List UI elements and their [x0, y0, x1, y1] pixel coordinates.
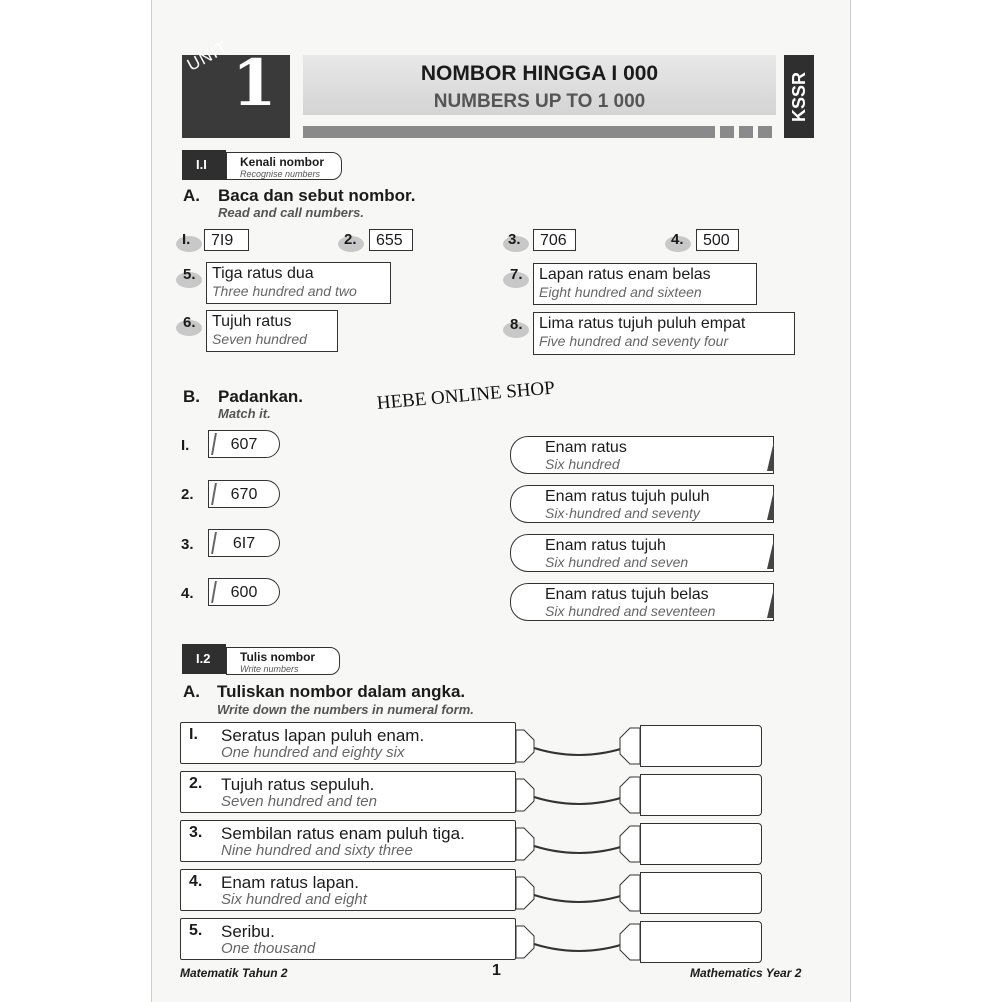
- instruction: Tuliskan nombor dalam angka.: [217, 682, 466, 701]
- match-number-box[interactable]: 607: [208, 430, 280, 458]
- row-number: 2.: [189, 775, 203, 792]
- instruction-translation: Read and call numbers.: [218, 205, 364, 220]
- section-subtitle: Write numbers: [240, 664, 299, 674]
- answer-box[interactable]: [640, 921, 762, 963]
- word-english: Eight hundred and sixteen: [539, 284, 702, 300]
- write-row: [180, 771, 516, 813]
- section-number-badge: I.I: [182, 150, 226, 180]
- write-row: [180, 918, 516, 960]
- row-number: I.: [189, 726, 198, 743]
- part-letter: B.: [183, 387, 200, 406]
- footer-left: Matematik Tahun 2: [180, 966, 288, 980]
- write-row: [180, 722, 516, 764]
- row-english: Six hundred and eight: [221, 891, 367, 908]
- part-letter: A.: [183, 682, 200, 701]
- row-number: 4.: [189, 873, 203, 890]
- number-box: 500: [696, 229, 739, 251]
- answer-box[interactable]: [640, 872, 762, 914]
- kssr-tag: KSSR: [784, 55, 814, 138]
- word-english: Six·hundred and seventy: [545, 505, 700, 521]
- question-number: I.: [182, 231, 191, 248]
- row-malay: Tujuh ratus sepuluh.: [221, 775, 375, 794]
- question-number: 2.: [344, 231, 357, 248]
- word-english: Six hundred: [545, 456, 620, 472]
- question-number: 8.: [510, 316, 523, 333]
- instruction: Padankan.: [218, 387, 304, 406]
- row-malay: Seratus lapan puluh enam.: [221, 726, 425, 745]
- instruction: Baca dan sebut nombor.: [218, 186, 416, 205]
- match-number-label: I.: [181, 437, 190, 454]
- footer-right: Mathematics Year 2: [690, 966, 802, 980]
- match-number-box[interactable]: 670: [208, 480, 280, 508]
- word-english: Five hundred and seventy four: [539, 333, 729, 349]
- word-malay: Enam ratus tujuh: [545, 537, 666, 554]
- watermark: HEBE ONLINE SHOP: [376, 377, 556, 414]
- question-number: 7.: [510, 266, 523, 283]
- number-box: 7I9: [204, 229, 249, 251]
- instruction-translation: Write down the numbers in numeral form.: [217, 702, 474, 717]
- answer-box[interactable]: [640, 823, 762, 865]
- row-number: 5.: [189, 922, 203, 939]
- unit-label: UNIT: [184, 37, 232, 75]
- word-english: Seven hundred: [212, 331, 307, 347]
- instruction-translation: Match it.: [218, 406, 271, 421]
- word-malay: Enam ratus: [545, 439, 627, 456]
- question-number: 6.: [183, 314, 196, 331]
- match-number-label: 2.: [181, 486, 194, 503]
- write-row: [180, 869, 516, 911]
- word-malay: Tujuh ratus: [212, 313, 292, 330]
- section-title: Tulis nombor: [240, 650, 316, 664]
- match-number-label: 3.: [181, 536, 194, 553]
- row-english: Nine hundred and sixty three: [221, 842, 413, 859]
- question-number: 5.: [183, 266, 196, 283]
- page-subtitle: NUMBERS UP TO 1 000: [433, 91, 646, 112]
- row-malay: Enam ratus lapan.: [221, 873, 359, 892]
- word-english: Six hundred and seven: [545, 554, 689, 570]
- part-letter: A.: [183, 186, 200, 205]
- section-number-badge: I.2: [182, 644, 226, 674]
- section-subtitle: Recognise numbers: [240, 169, 321, 179]
- word-malay: Enam ratus tujuh puluh: [545, 488, 710, 505]
- page-title: NOMBOR HINGGA I 000: [420, 62, 659, 85]
- row-english: One hundred and eighty six: [221, 744, 405, 761]
- word-malay: Tiga ratus dua: [212, 265, 314, 282]
- row-malay: Seribu.: [221, 922, 275, 941]
- write-row: [180, 820, 516, 862]
- question-number: 3.: [508, 231, 521, 248]
- match-number-box[interactable]: 6I7: [208, 529, 280, 557]
- row-number: 3.: [189, 824, 203, 841]
- word-malay: Lima ratus tujuh puluh empat: [539, 315, 746, 332]
- row-english: Seven hundred and ten: [221, 793, 377, 810]
- page-number: 1: [492, 962, 501, 979]
- unit-number: 1: [232, 46, 277, 121]
- answer-box[interactable]: [640, 774, 762, 816]
- question-number: 4.: [671, 231, 684, 248]
- row-malay: Sembilan ratus enam puluh tiga.: [221, 824, 465, 843]
- word-malay: Lapan ratus enam belas: [539, 266, 711, 283]
- row-english: One thousand: [221, 940, 316, 957]
- number-box: 706: [533, 229, 576, 251]
- word-english: Three hundred and two: [212, 283, 357, 299]
- match-number-label: 4.: [181, 585, 194, 602]
- number-box: 655: [369, 229, 413, 251]
- section-title: Kenali nombor: [240, 155, 325, 169]
- answer-box[interactable]: [640, 725, 762, 767]
- match-number-box[interactable]: 600: [208, 578, 280, 606]
- word-english: Six hundred and seventeen: [545, 603, 716, 619]
- word-malay: Enam ratus tujuh belas: [545, 586, 709, 603]
